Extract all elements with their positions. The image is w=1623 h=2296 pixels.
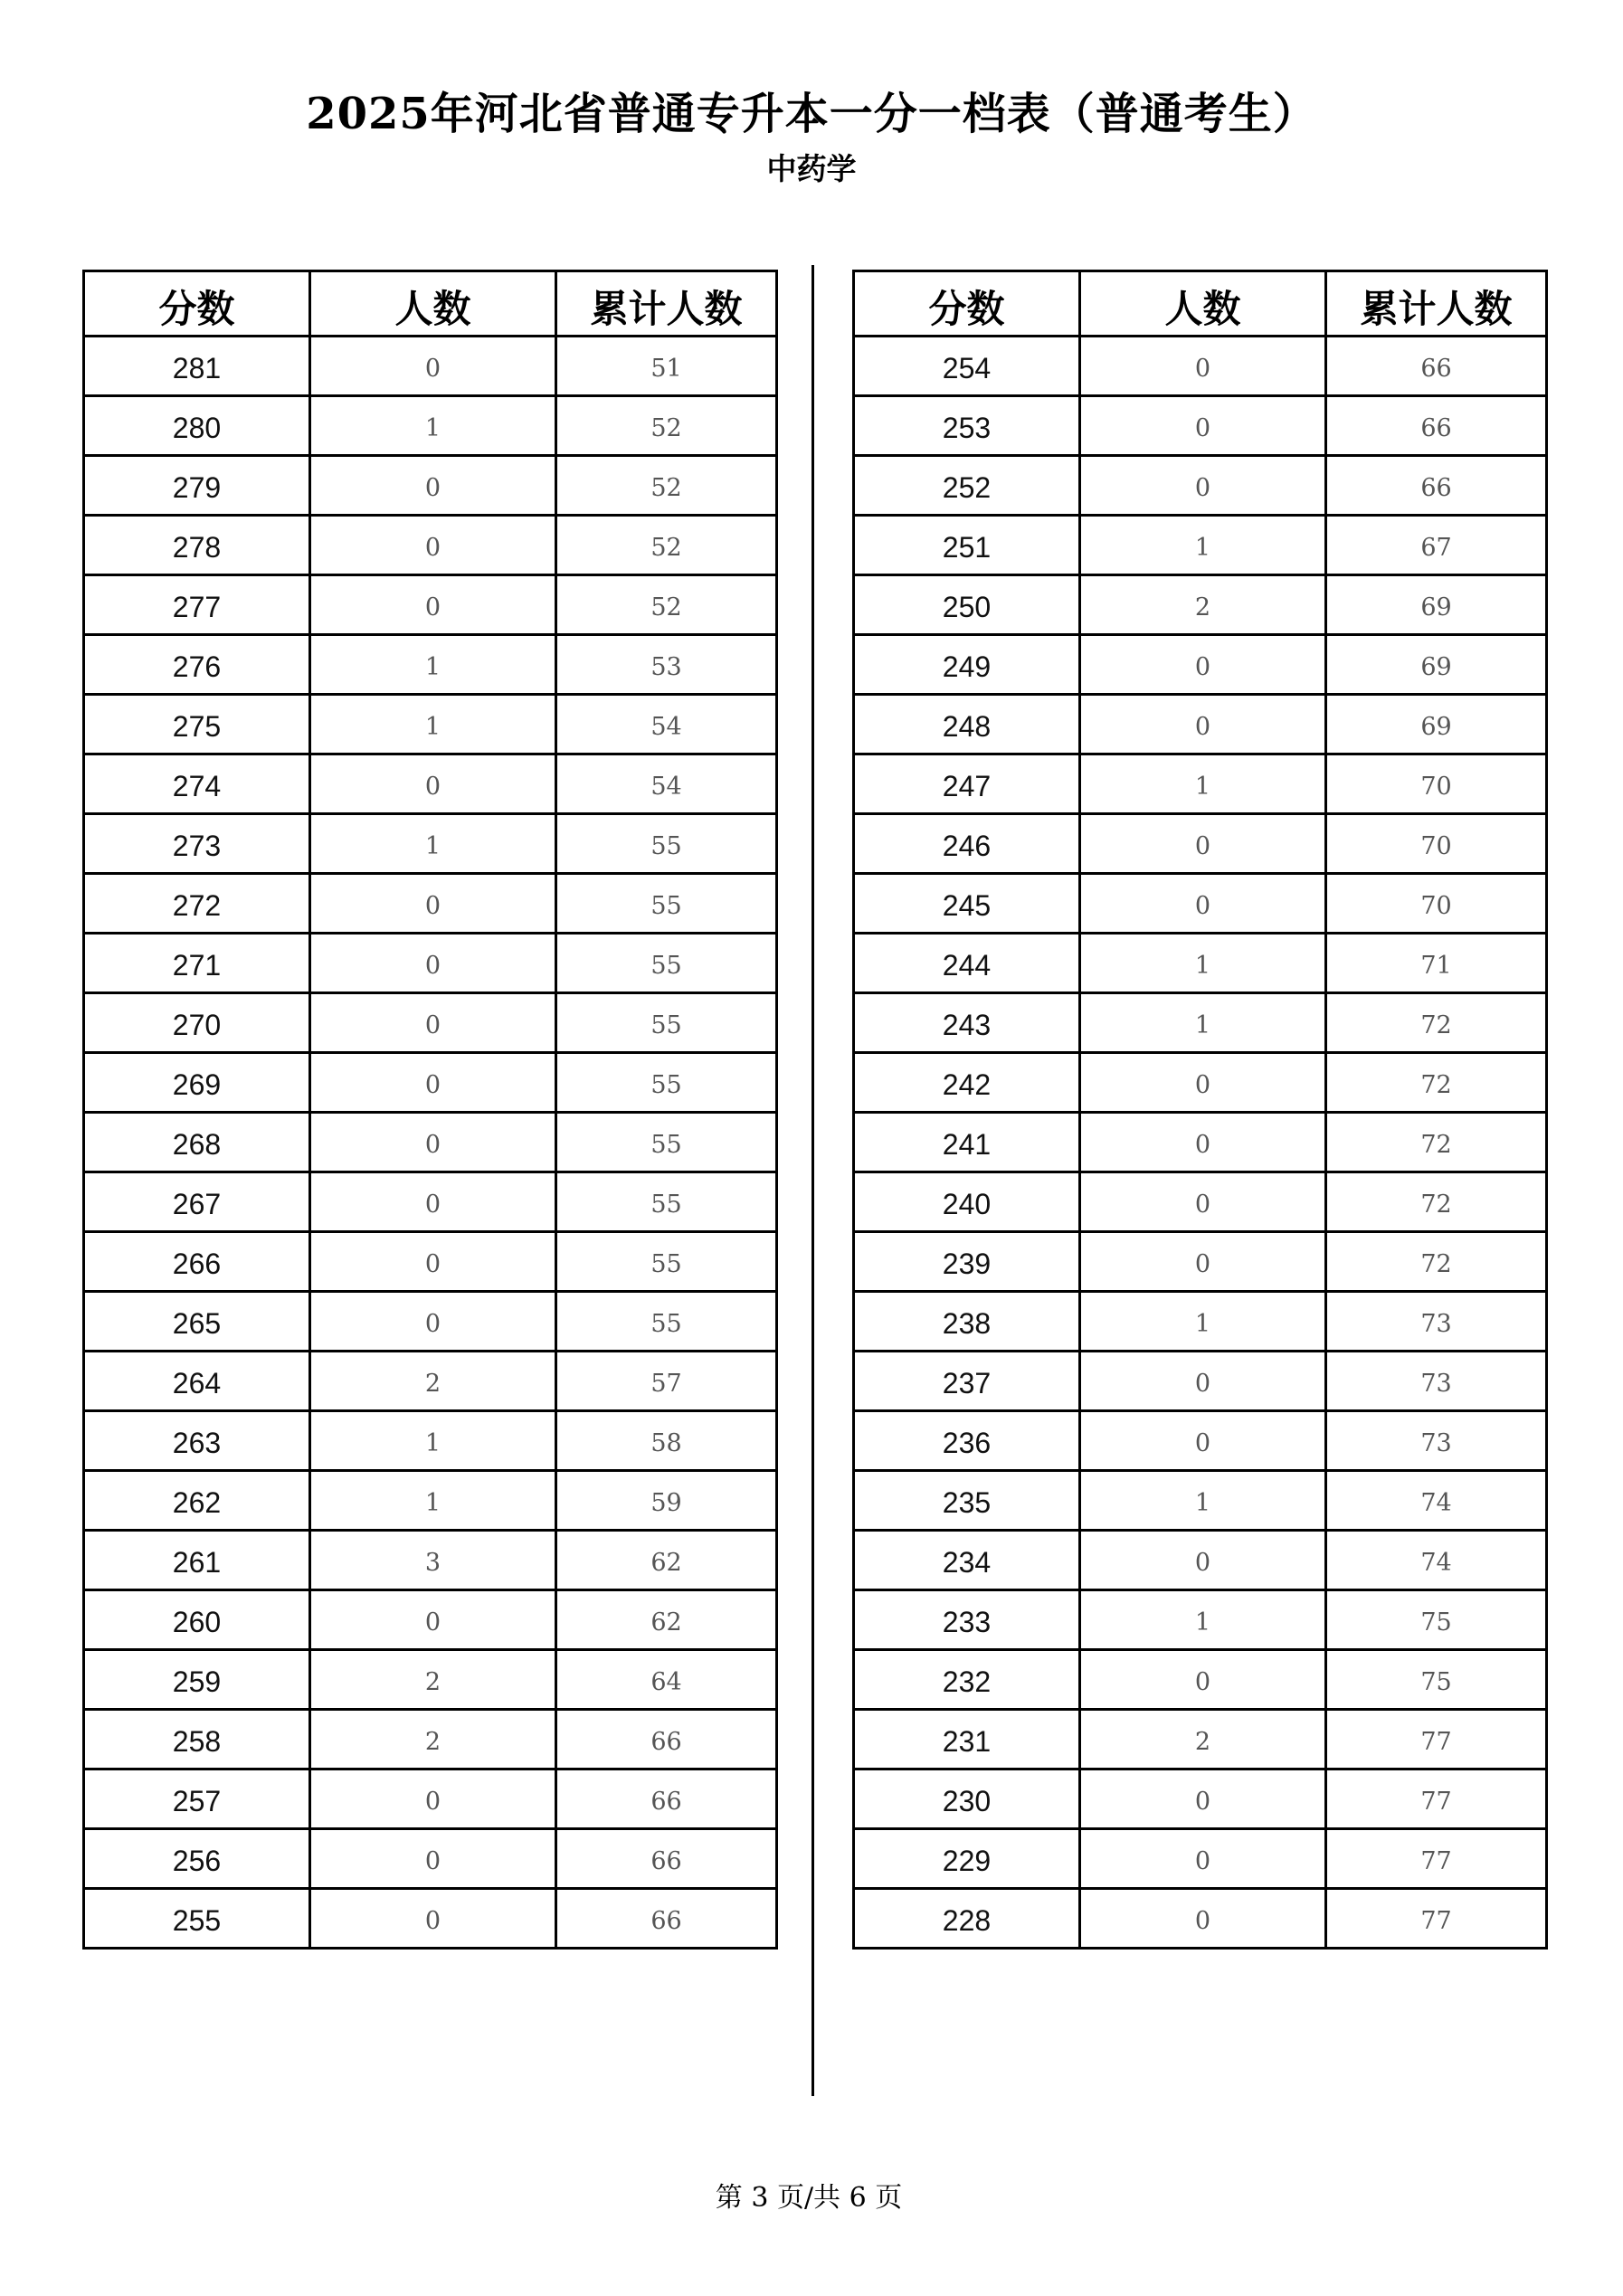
count-cell: 0 (1080, 635, 1326, 695)
score-cell: 275 (84, 695, 310, 754)
count-cell: 0 (310, 1889, 556, 1949)
count-cell: 1 (310, 396, 556, 456)
count-cell: 0 (310, 993, 556, 1053)
score-cell: 232 (854, 1650, 1080, 1710)
table-row (84, 1352, 777, 1411)
page-footer: 第 3 页/共 6 页 (715, 2182, 903, 2214)
cumulative-cell: 52 (556, 516, 777, 575)
table-row (854, 1710, 1547, 1769)
cumulative-cell: 54 (556, 754, 777, 814)
count-cell: 0 (310, 516, 556, 575)
score-cell: 267 (84, 1172, 310, 1232)
score-cell: 280 (84, 396, 310, 456)
cumulative-cell: 51 (556, 337, 777, 396)
column-divider (812, 265, 814, 2096)
count-cell: 0 (310, 1232, 556, 1292)
table-row (854, 337, 1547, 396)
cumulative-cell: 66 (556, 1710, 777, 1769)
count-cell: 0 (310, 1172, 556, 1232)
cumulative-cell: 66 (1326, 396, 1547, 456)
cumulative-cell: 62 (556, 1531, 777, 1590)
count-cell: 0 (310, 754, 556, 814)
count-cell: 0 (1080, 1829, 1326, 1889)
score-cell: 246 (854, 814, 1080, 874)
score-table-right (852, 270, 1548, 1950)
count-cell: 0 (310, 1053, 556, 1113)
count-cell: 0 (1080, 1650, 1326, 1710)
cumulative-cell: 77 (1326, 1889, 1547, 1949)
table-row (854, 754, 1547, 814)
table-row (84, 1889, 777, 1949)
table-row (854, 1292, 1547, 1352)
score-cell: 248 (854, 695, 1080, 754)
table-row (854, 874, 1547, 934)
cumulative-cell: 55 (556, 934, 777, 993)
count-cell: 2 (1080, 1710, 1326, 1769)
score-cell: 261 (84, 1531, 310, 1590)
table-row (84, 516, 777, 575)
cumulative-cell: 74 (1326, 1531, 1547, 1590)
cumulative-cell: 57 (556, 1352, 777, 1411)
score-cell: 229 (854, 1829, 1080, 1889)
count-cell: 0 (310, 1292, 556, 1352)
count-cell: 0 (1080, 874, 1326, 934)
table-row (854, 934, 1547, 993)
score-cell: 249 (854, 635, 1080, 695)
table-row (84, 1411, 777, 1471)
cumulative-cell: 55 (556, 1113, 777, 1172)
cumulative-cell: 52 (556, 396, 777, 456)
cumulative-cell: 66 (556, 1889, 777, 1949)
score-cell: 251 (854, 516, 1080, 575)
score-cell: 269 (84, 1053, 310, 1113)
score-cell: 281 (84, 337, 310, 396)
cumulative-cell: 55 (556, 1053, 777, 1113)
score-cell: 271 (84, 934, 310, 993)
count-cell: 1 (310, 814, 556, 874)
score-cell: 247 (854, 754, 1080, 814)
cumulative-cell: 73 (1326, 1411, 1547, 1471)
table-row (84, 993, 777, 1053)
count-cell: 0 (310, 456, 556, 516)
table-row (84, 1053, 777, 1113)
count-cell: 0 (310, 1769, 556, 1829)
count-cell: 1 (310, 1471, 556, 1531)
table-row (854, 1352, 1547, 1411)
score-cell: 237 (854, 1352, 1080, 1411)
table-row (854, 1531, 1547, 1590)
score-cell: 242 (854, 1053, 1080, 1113)
cumulative-cell: 66 (1326, 337, 1547, 396)
score-cell: 268 (84, 1113, 310, 1172)
page-subtitle: 中药学 (766, 152, 857, 185)
score-cell: 236 (854, 1411, 1080, 1471)
score-cell: 257 (84, 1769, 310, 1829)
table-row (84, 1113, 777, 1172)
count-cell: 0 (1080, 814, 1326, 874)
count-cell: 3 (310, 1531, 556, 1590)
column-header-score: 分数 (854, 271, 1080, 337)
cumulative-cell: 55 (556, 814, 777, 874)
score-cell: 253 (854, 396, 1080, 456)
table-row (854, 1829, 1547, 1889)
table-row (84, 1650, 777, 1710)
score-cell: 230 (854, 1769, 1080, 1829)
score-cell: 263 (84, 1411, 310, 1471)
cumulative-cell: 53 (556, 635, 777, 695)
table-row (854, 516, 1547, 575)
table-row (854, 1113, 1547, 1172)
cumulative-cell: 74 (1326, 1471, 1547, 1531)
score-cell: 274 (84, 754, 310, 814)
count-cell: 0 (310, 1829, 556, 1889)
score-cell: 245 (854, 874, 1080, 934)
cumulative-cell: 55 (556, 1292, 777, 1352)
count-cell: 0 (1080, 1889, 1326, 1949)
score-cell: 254 (854, 337, 1080, 396)
score-cell: 272 (84, 874, 310, 934)
cumulative-cell: 54 (556, 695, 777, 754)
count-cell: 2 (310, 1650, 556, 1710)
table-row (84, 1531, 777, 1590)
score-cell: 265 (84, 1292, 310, 1352)
table-row (84, 814, 777, 874)
score-cell: 278 (84, 516, 310, 575)
score-cell: 239 (854, 1232, 1080, 1292)
score-cell: 277 (84, 575, 310, 635)
page-title: 2025年河北省普通专升本一分一档表（普通考生） (306, 89, 1317, 139)
count-cell: 0 (1080, 1053, 1326, 1113)
cumulative-cell: 72 (1326, 1172, 1547, 1232)
count-cell: 0 (1080, 1411, 1326, 1471)
cumulative-cell: 64 (556, 1650, 777, 1710)
cumulative-cell: 75 (1326, 1650, 1547, 1710)
score-cell: 270 (84, 993, 310, 1053)
table-body-right (854, 337, 1547, 1949)
cumulative-cell: 58 (556, 1411, 777, 1471)
count-cell: 0 (1080, 1113, 1326, 1172)
cumulative-cell: 73 (1326, 1292, 1547, 1352)
table-row (854, 635, 1547, 695)
cumulative-cell: 70 (1326, 814, 1547, 874)
count-cell: 0 (1080, 1172, 1326, 1232)
column-header-count: 人数 (310, 271, 556, 337)
cumulative-cell: 77 (1326, 1769, 1547, 1829)
score-table-left (82, 270, 778, 1950)
cumulative-cell: 66 (1326, 456, 1547, 516)
count-cell: 0 (1080, 1769, 1326, 1829)
table-row (84, 337, 777, 396)
score-cell: 260 (84, 1590, 310, 1650)
score-cell: 250 (854, 575, 1080, 635)
cumulative-cell: 70 (1326, 754, 1547, 814)
table-row (854, 814, 1547, 874)
table-body-left (84, 337, 777, 1949)
table-row (854, 993, 1547, 1053)
cumulative-cell: 67 (1326, 516, 1547, 575)
table-row (84, 1292, 777, 1352)
count-cell: 0 (310, 575, 556, 635)
score-cell: 235 (854, 1471, 1080, 1531)
cumulative-cell: 71 (1326, 934, 1547, 993)
table-row (854, 396, 1547, 456)
table-header-row (84, 271, 777, 337)
count-cell: 1 (1080, 516, 1326, 575)
table-row (854, 456, 1547, 516)
count-cell: 1 (1080, 934, 1326, 993)
score-cell: 276 (84, 635, 310, 695)
score-cell: 252 (854, 456, 1080, 516)
score-cell: 238 (854, 1292, 1080, 1352)
table-row (84, 1829, 777, 1889)
count-cell: 0 (310, 934, 556, 993)
count-cell: 0 (1080, 1352, 1326, 1411)
score-cell: 241 (854, 1113, 1080, 1172)
table-row (854, 1650, 1547, 1710)
count-cell: 1 (1080, 1471, 1326, 1531)
score-cell: 266 (84, 1232, 310, 1292)
count-cell: 2 (310, 1710, 556, 1769)
cumulative-cell: 69 (1326, 635, 1547, 695)
table-row (84, 934, 777, 993)
count-cell: 1 (1080, 754, 1326, 814)
column-header-score: 分数 (84, 271, 310, 337)
score-cell: 233 (854, 1590, 1080, 1650)
score-cell: 256 (84, 1829, 310, 1889)
cumulative-cell: 59 (556, 1471, 777, 1531)
table-header-row (854, 271, 1547, 337)
table-row (854, 1172, 1547, 1232)
count-cell: 0 (1080, 1232, 1326, 1292)
cumulative-cell: 55 (556, 1172, 777, 1232)
count-cell: 0 (310, 337, 556, 396)
table-row (84, 396, 777, 456)
count-cell: 2 (1080, 575, 1326, 635)
count-cell: 1 (310, 635, 556, 695)
score-cell: 228 (854, 1889, 1080, 1949)
table-row (84, 1232, 777, 1292)
table-row (854, 695, 1547, 754)
score-cell: 240 (854, 1172, 1080, 1232)
cumulative-cell: 66 (556, 1829, 777, 1889)
cumulative-cell: 75 (1326, 1590, 1547, 1650)
table-row (84, 1471, 777, 1531)
count-cell: 2 (310, 1352, 556, 1411)
count-cell: 0 (1080, 396, 1326, 456)
count-cell: 0 (310, 874, 556, 934)
score-cell: 279 (84, 456, 310, 516)
table-row (84, 754, 777, 814)
cumulative-cell: 73 (1326, 1352, 1547, 1411)
score-cell: 234 (854, 1531, 1080, 1590)
count-cell: 1 (1080, 1292, 1326, 1352)
cumulative-cell: 52 (556, 456, 777, 516)
score-cell: 258 (84, 1710, 310, 1769)
cumulative-cell: 72 (1326, 1053, 1547, 1113)
table-row (84, 456, 777, 516)
cumulative-cell: 55 (556, 993, 777, 1053)
cumulative-cell: 72 (1326, 1113, 1547, 1172)
score-cell: 243 (854, 993, 1080, 1053)
count-cell: 0 (1080, 456, 1326, 516)
count-cell: 0 (310, 1113, 556, 1172)
table-row (84, 1710, 777, 1769)
cumulative-cell: 77 (1326, 1829, 1547, 1889)
count-cell: 1 (1080, 993, 1326, 1053)
cumulative-cell: 55 (556, 1232, 777, 1292)
score-cell: 231 (854, 1710, 1080, 1769)
score-cell: 255 (84, 1889, 310, 1949)
cumulative-cell: 62 (556, 1590, 777, 1650)
column-header-count: 人数 (1080, 271, 1326, 337)
count-cell: 0 (1080, 1531, 1326, 1590)
table-row (84, 635, 777, 695)
cumulative-cell: 55 (556, 874, 777, 934)
count-cell: 1 (310, 695, 556, 754)
score-cell: 259 (84, 1650, 310, 1710)
table-row (84, 1590, 777, 1650)
table-row (84, 695, 777, 754)
cumulative-cell: 72 (1326, 993, 1547, 1053)
column-header-cumulative: 累计人数 (556, 271, 777, 337)
table-row (854, 575, 1547, 635)
cumulative-cell: 77 (1326, 1710, 1547, 1769)
table-row (854, 1053, 1547, 1113)
table-row (854, 1590, 1547, 1650)
score-cell: 264 (84, 1352, 310, 1411)
table-row (854, 1471, 1547, 1531)
column-header-cumulative: 累计人数 (1326, 271, 1547, 337)
count-cell: 0 (1080, 695, 1326, 754)
cumulative-cell: 66 (556, 1769, 777, 1829)
score-cell: 244 (854, 934, 1080, 993)
table-row (84, 575, 777, 635)
cumulative-cell: 69 (1326, 695, 1547, 754)
table-row (854, 1889, 1547, 1949)
cumulative-cell: 69 (1326, 575, 1547, 635)
table-row (854, 1411, 1547, 1471)
cumulative-cell: 72 (1326, 1232, 1547, 1292)
table-row (84, 1172, 777, 1232)
count-cell: 1 (310, 1411, 556, 1471)
table-row (854, 1769, 1547, 1829)
cumulative-cell: 52 (556, 575, 777, 635)
count-cell: 0 (310, 1590, 556, 1650)
table-row (84, 874, 777, 934)
score-cell: 273 (84, 814, 310, 874)
table-row (84, 1769, 777, 1829)
table-row (854, 1232, 1547, 1292)
cumulative-cell: 70 (1326, 874, 1547, 934)
count-cell: 0 (1080, 337, 1326, 396)
score-cell: 262 (84, 1471, 310, 1531)
count-cell: 1 (1080, 1590, 1326, 1650)
